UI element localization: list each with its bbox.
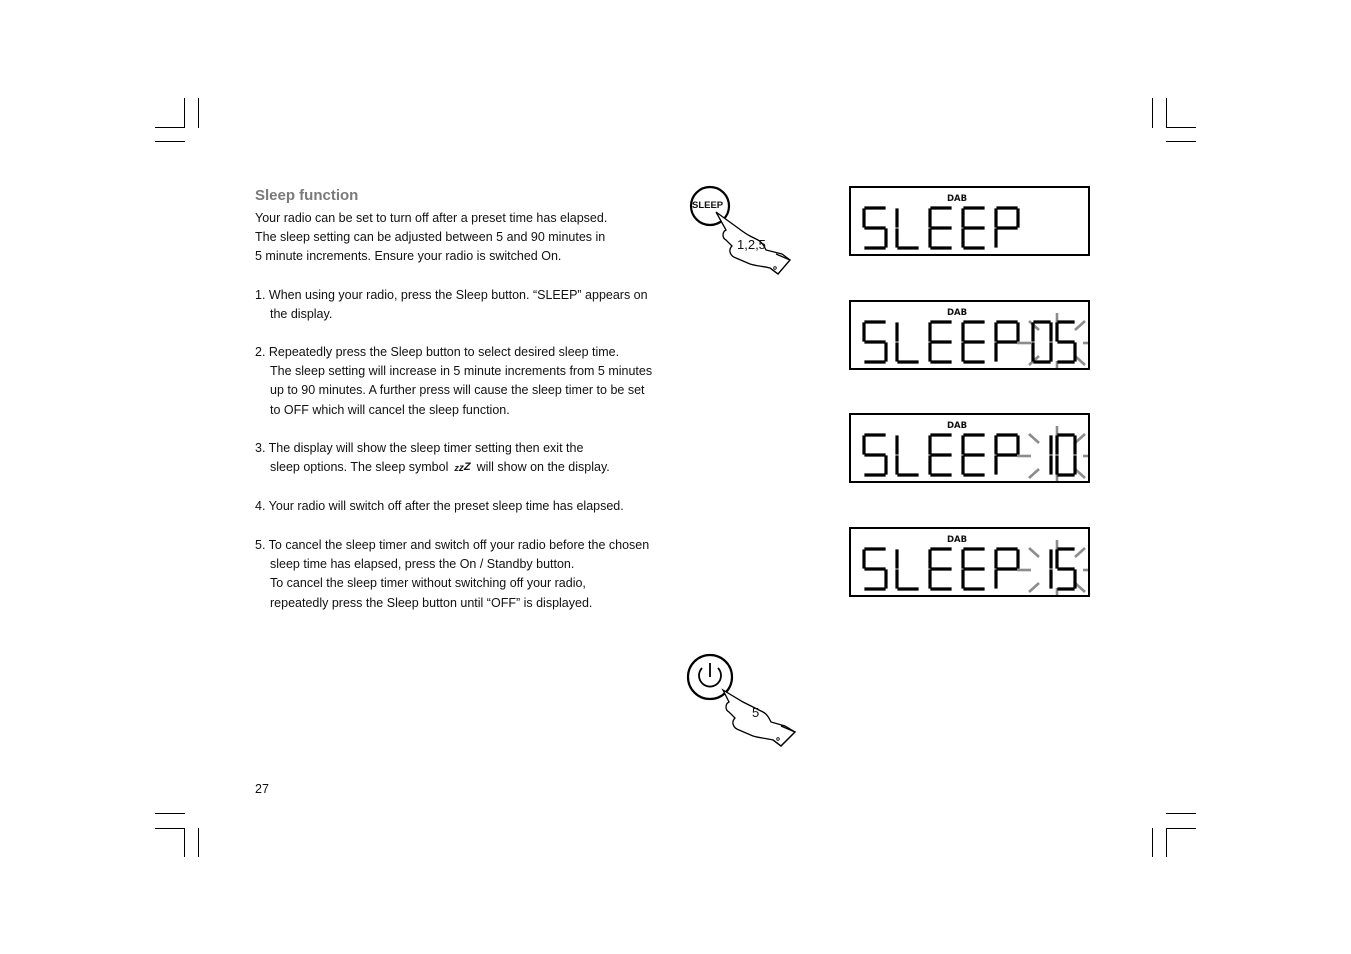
step-line: 2. Repeatedly press the Sleep button to select desired sleep time. [255,345,620,359]
lcd-char [930,208,950,248]
power-button-steps: 5 [752,705,760,720]
dab-indicator: DAB [947,421,968,431]
step-1 [255,286,685,324]
lcd-char [996,435,1018,473]
step-line: the display. [270,307,333,322]
dab-indicator: DAB [947,535,968,545]
lcd-char [897,437,917,475]
step-5 [255,536,685,613]
lcd-display-2 [849,300,1090,370]
step-2 [255,343,685,420]
step-line: 4. Your radio will switch off after the preset sleep time has elapsed. [255,499,624,513]
step-line: 5. To cancel the sleep timer and switch off your radio before the chosen [255,538,650,552]
page-number: 27 [255,782,269,796]
lcd-char [864,549,886,589]
step-line: sleep time has elapsed, press the On / Standby button. [270,557,575,572]
intro-paragraph [255,209,675,267]
sleep-button-illustration [686,184,796,276]
lcd-char [864,322,886,362]
segment-text [851,302,1088,368]
lcd-char [963,322,983,362]
power-icon [685,652,800,748]
lcd-char [897,324,917,362]
step-line: The sleep setting will increase in 5 minute increments from 5 minutes [270,364,653,379]
step-line: sleep options. The sleep symbol zzZ will show on the display. [270,460,610,475]
segment-text [851,188,1088,254]
lcd-char [930,322,950,362]
power-button-illustration [685,652,800,748]
sleep-symbol-icon: zzZ [454,461,471,475]
lcd-display-1 [849,186,1090,256]
section-heading: Sleep function [255,187,359,204]
step-line: To cancel the sleep timer without switching off your radio, [270,576,586,591]
lcd-char [897,210,917,248]
lcd-char [1057,435,1075,475]
step-line: 1. When using your radio, press the Sleep button. “SLEEP” appears on [255,288,648,302]
sleep-button-steps: 1,2,5 [737,237,766,252]
lcd-char [897,551,917,589]
lcd-char [930,435,950,475]
lcd-display-3 [849,413,1090,483]
intro-line: The sleep setting can be adjusted between 5 and 90 minutes in [255,230,606,245]
lcd-char [996,208,1018,246]
hand-press-icon [686,184,796,276]
lcd-char [963,208,983,248]
lcd-char [996,549,1018,587]
sleep-button-label: SLEEP [692,200,724,211]
step-4 [255,497,685,516]
lcd-char [864,435,886,475]
segment-text [851,415,1088,481]
step-line: to OFF which will cancel the sleep function. [270,402,510,417]
lcd-char [963,549,983,589]
lcd-display-4 [849,527,1090,597]
step-line: repeatedly press the Sleep button until “OFF” is displayed. [270,595,593,610]
step-3 [255,439,685,478]
lcd-char [930,549,950,589]
segment-text [851,529,1088,595]
dab-indicator: DAB [947,194,968,204]
intro-line: Your radio can be set to turn off after a preset time has elapsed. [255,211,608,225]
lcd-char [1057,549,1075,589]
dab-indicator: DAB [947,308,968,318]
step-line: 3. The display will show the sleep timer setting then exit the [255,441,584,455]
intro-line: 5 minute increments. Ensure your radio is switched On. [255,249,562,264]
lcd-char [1057,322,1075,362]
lcd-char [996,322,1018,360]
lcd-char [963,435,983,475]
step-line: up to 90 minutes. A further press will cause the sleep timer to be set [270,383,645,398]
lcd-char [864,208,886,248]
